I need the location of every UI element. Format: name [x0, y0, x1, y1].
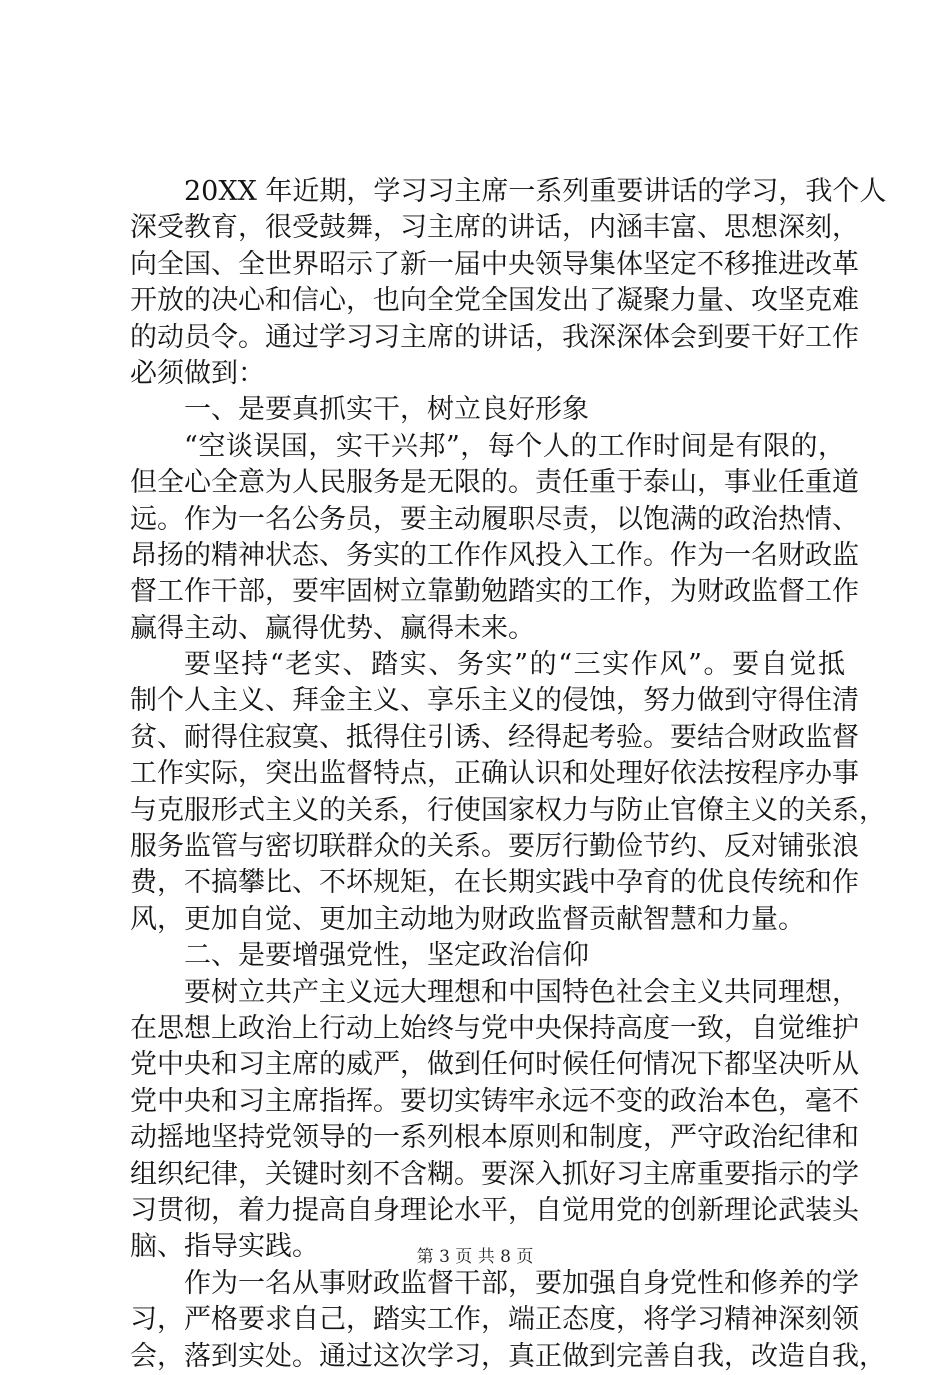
- text-line: 但全心全意为人民服务是无限的。责任重于泰山，事业任重道: [130, 467, 859, 499]
- text-line: 要坚持“老实、踏实、务实”的“三实作风”。要自觉抵: [184, 649, 845, 681]
- text-line: 向全国、全世界昭示了新一届中央领导集体坚定不移推进改革: [130, 248, 859, 280]
- text-line: 贫、耐得住寂寞、抵得住引诱、经得起考验。要结合财政监督: [130, 721, 859, 753]
- text-line: 赢得主动、赢得优势、赢得未来。: [130, 612, 535, 644]
- text-line: 昂扬的精神状态、务实的工作作风投入工作。作为一名财政监: [130, 539, 859, 571]
- text-line: 的动员令。通过学习习主席的讲话，我深深体会到要干好工作: [130, 321, 859, 353]
- text-line: 会，落到实处。通过这次学习，真正做到完善自我，改造自我，: [130, 1340, 886, 1372]
- text-line: 动摇地坚持党领导的一系列根本原则和制度，严守政治纪律和: [130, 1122, 859, 1154]
- text-line: 工作实际，突出监督特点，正确认识和处理好依法按程序办事: [130, 758, 859, 790]
- page-footer: 第 3 页 共 8 页: [416, 1247, 534, 1267]
- text-line: 20XX 年近期，学习习主席一系列重要讲话的学习，我个人: [184, 176, 887, 207]
- text-line: 党中央和习主席指挥。要切实铸牢永远不变的政治本色，毫不: [130, 1085, 859, 1117]
- text-line: 要树立共产主义远大理想和中国特色社会主义共同理想，: [184, 976, 859, 1008]
- text-line: 督工作干部，要牢固树立靠勤勉踏实的工作，为财政监督工作: [130, 576, 859, 608]
- text-line: 必须做到：: [130, 357, 265, 389]
- text-line: 远。作为一名公务员，要主动履职尽责，以饱满的政治热情、: [130, 503, 859, 535]
- text-line: 组织纪律，关键时刻不含糊。要深入抓好习主席重要指示的学: [130, 1158, 859, 1190]
- text-line: 习，严格要求自己，踏实工作，端正态度，将学习精神深刻领: [130, 1304, 859, 1336]
- text-line: 风，更加自觉、更加主动地为财政监督贡献智慧和力量。: [130, 903, 805, 935]
- text-line: 开放的决心和信心，也向全党全国发出了凝聚力量、攻坚克难: [130, 285, 859, 317]
- text-line: 与克服形式主义的关系，行使国家权力与防止官僚主义的关系，: [130, 794, 886, 826]
- section-heading-2: 二、是要增强党性，坚定政治信仰: [184, 940, 589, 972]
- text-line: 习贯彻，着力提高自身理论水平，自觉用党的创新理论武装头: [130, 1194, 859, 1226]
- document-body: [130, 174, 887, 1375]
- text-line: 服务监管与密切联群众的关系。要厉行勤俭节约、反对铺张浪: [130, 831, 859, 863]
- text-line: 制个人主义、拜金主义、享乐主义的侵蚀，努力做到守得住清: [130, 685, 859, 717]
- text-line: “空谈误国，实干兴邦”，每个人的工作时间是有限的，: [184, 430, 845, 462]
- text-line: 脑、指导实践。: [130, 1231, 319, 1263]
- text-line: 作为一名从事财政监督干部，要加强自身党性和修养的学: [184, 1267, 859, 1299]
- text-line: 党中央和习主席的威严，做到任何时候任何情况下都坚决听从: [130, 1049, 859, 1081]
- text-line: 费，不搞攀比、不坏规矩，在长期实践中孕育的优良传统和作: [130, 867, 859, 899]
- text-line: 在思想上政治上行动上始终与党中央保持高度一致，自觉维护: [130, 1012, 859, 1044]
- section-heading-1: 一、是要真抓实干，树立良好形象: [184, 394, 589, 426]
- text-line: 深受教育，很受鼓舞，习主席的讲话，内涵丰富、思想深刻，: [130, 212, 859, 244]
